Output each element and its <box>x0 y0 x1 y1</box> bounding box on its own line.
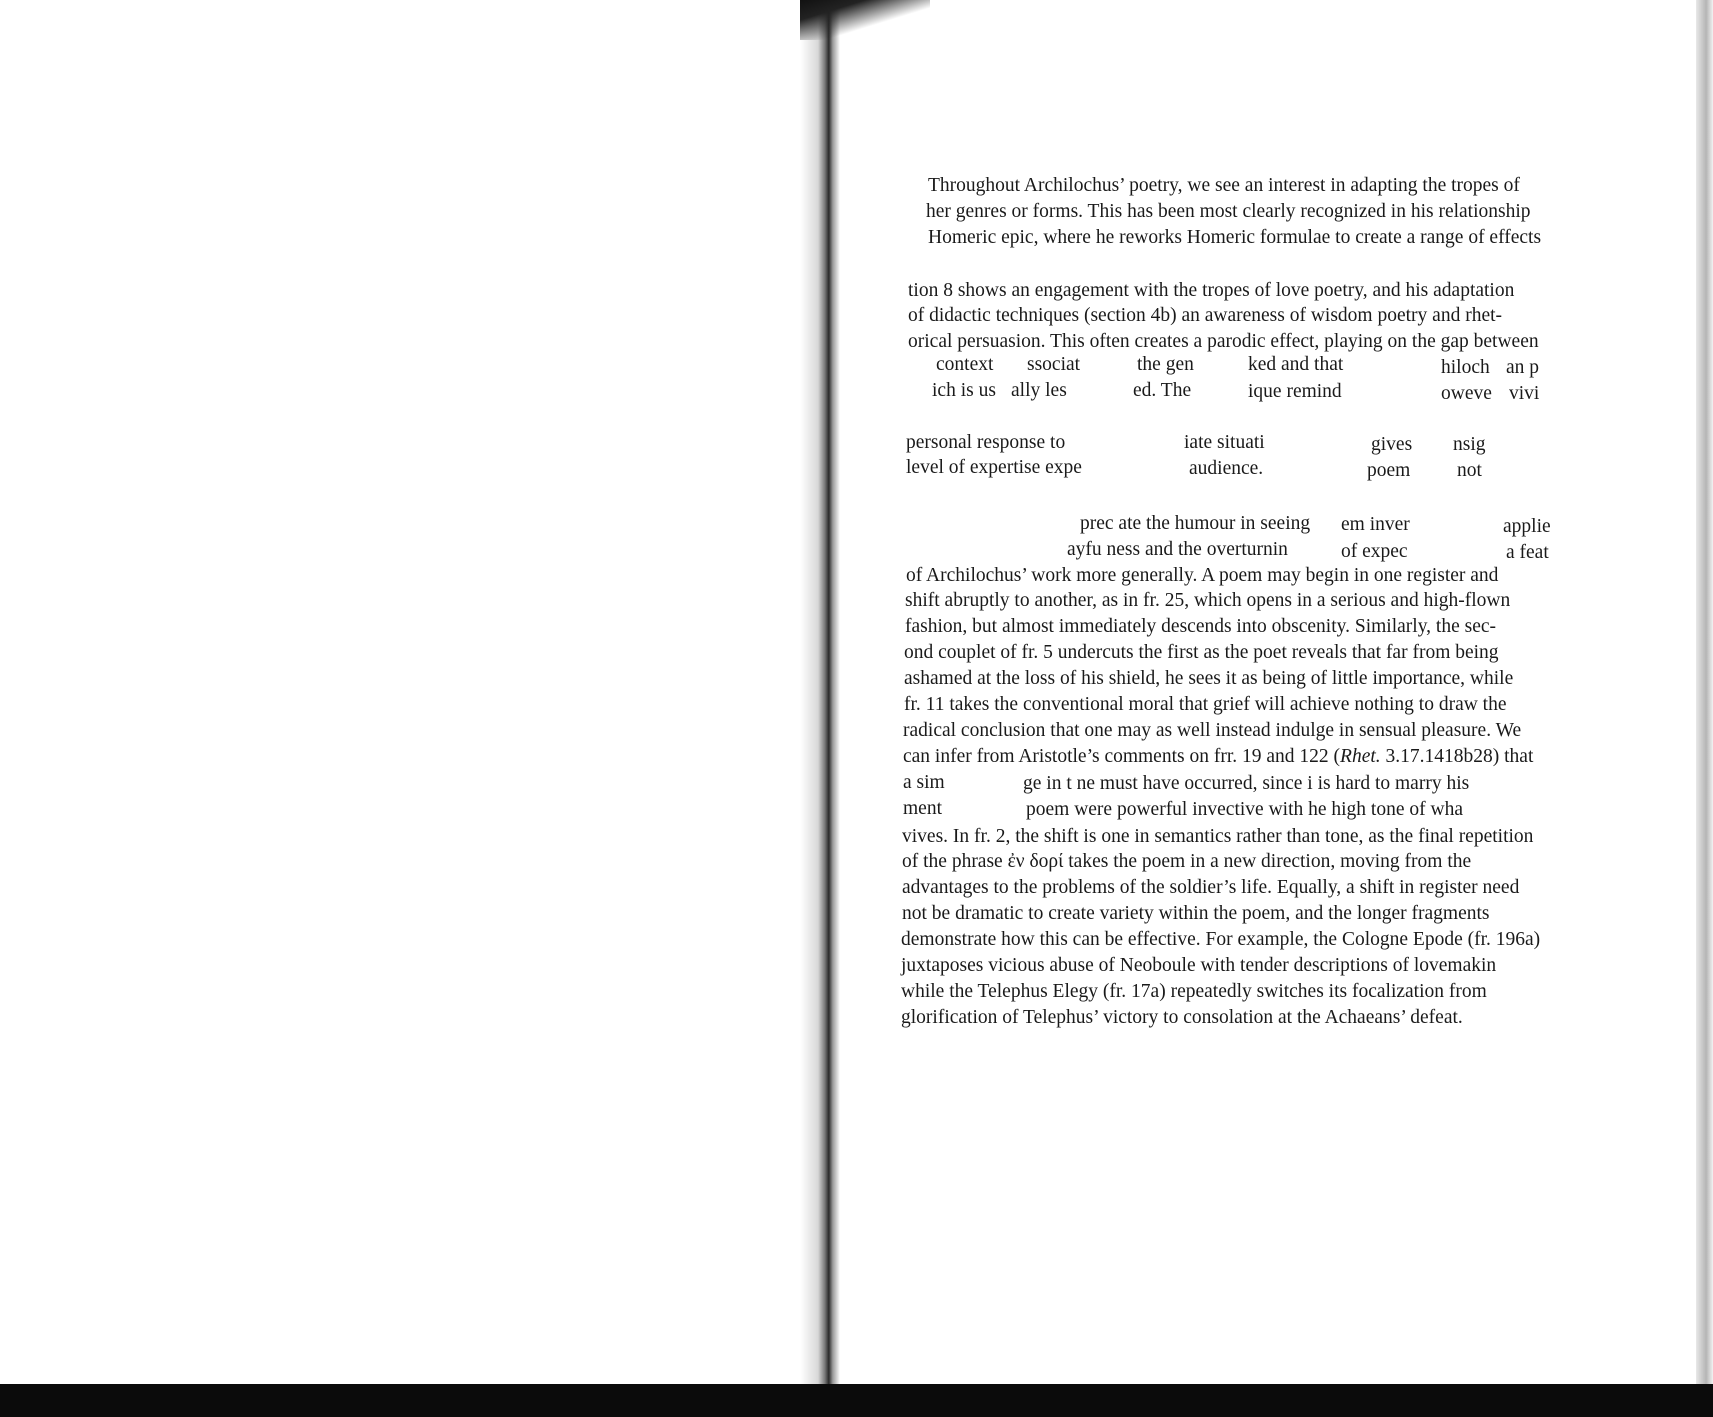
text-fragment: ique remind <box>1248 381 1342 402</box>
text-fragment: vivi <box>1509 383 1540 404</box>
text-line: of didactic techniques (section 4b) an awareness of wisdom poetry and rhet- <box>908 305 1503 326</box>
text-line: tion 8 shows an engagement with the tropes of love poetry, and his adaptation <box>908 280 1515 301</box>
gutter-top-shadow <box>800 0 930 40</box>
text-fragment: ed. The <box>1133 380 1192 401</box>
text-fragment: ally les <box>1011 380 1067 401</box>
citation-suffix: 3.17.1418b28) that <box>1380 746 1534 767</box>
text-fragment: poem <box>1367 460 1411 481</box>
text-line: of Archilochus’ work more generally. A poem may begin in one register and <box>906 565 1499 586</box>
text-fragment: ked and that <box>1248 354 1344 375</box>
text-line: radical conclusion that one may as well instead indulge in sensual pleasure. We <box>903 720 1522 741</box>
text-fragment: the gen <box>1137 354 1194 375</box>
text-line: not be dramatic to create variety within the poem, and the longer fragments <box>902 903 1490 924</box>
text-line: glorification of Telephus’ victory to consolation at the Achaeans’ defeat. <box>901 1007 1463 1028</box>
text-line: Throughout Archilochus’ poetry, we see an interest in adapting the tropes of <box>928 175 1520 196</box>
text-fragment: audience. <box>1189 458 1264 479</box>
citation-prefix: can infer from Aristotle’s comments on frr. 19 and 122 ( <box>903 746 1341 767</box>
text-line-with-citation <box>903 746 1533 768</box>
book-gutter <box>800 0 840 1388</box>
text-line: juxtaposes vicious abuse of Neoboule with tender descriptions of lovemakin <box>901 955 1497 976</box>
text-fragment: ment <box>903 798 942 819</box>
text-fragment: ayfu ness and the overturnin <box>1067 539 1288 560</box>
text-line: fashion, but almost immediately descends into obscenity. Similarly, the sec- <box>905 616 1497 637</box>
text-fragment: ssociat <box>1027 354 1081 375</box>
text-line: vives. In fr. 2, the shift is one in semantics rather than tone, as the final repetition <box>902 826 1534 847</box>
text-line: fr. 11 takes the conventional moral that grief will achieve nothing to draw the <box>904 694 1507 715</box>
text-fragment: gives <box>1371 434 1413 455</box>
text-fragment: oweve <box>1441 383 1492 404</box>
text-line: orical persuasion. This often creates a parodic effect, playing on the gap between <box>908 331 1539 352</box>
text-line: while the Telephus Elegy (fr. 17a) repeatedly switches its focalization from <box>901 981 1487 1002</box>
page-edge <box>1696 0 1713 1388</box>
text-fragment: nsig <box>1453 434 1486 455</box>
text-fragment: context <box>936 354 994 375</box>
text-fragment: an p <box>1506 357 1540 378</box>
text-fragment: poem were powerful invective with he high tone of wha <box>1026 799 1463 820</box>
text-line: advantages to the problems of the soldier’s life. Equally, a shift in register need <box>902 877 1520 898</box>
text-fragment: em inver <box>1341 514 1410 535</box>
text-fragment: a feat <box>1506 542 1549 563</box>
text-fragment: level of expertise expe <box>906 457 1082 478</box>
text-fragment: hiloch <box>1441 357 1490 378</box>
text-line: demonstrate how this can be effective. For example, the Cologne Epode (fr. 196a) <box>901 929 1541 950</box>
text-fragment: ich is us <box>932 380 996 401</box>
text-line: of the phrase ἐν δορί takes the poem in a new direction, moving from the <box>902 851 1472 872</box>
left-page-blank <box>0 0 822 1388</box>
text-line: Homeric epic, where he reworks Homeric formulae to create a range of effects <box>928 227 1542 248</box>
text-fragment: personal response to <box>906 432 1066 453</box>
text-fragment: ge in t ne must have occurred, since i is hard to marry his <box>1023 773 1470 794</box>
citation-title: Rhet. <box>1340 746 1381 767</box>
text-line: her genres or forms. This has been most clearly recognized in his relationship <box>926 201 1531 222</box>
text-line: ashamed at the loss of his shield, he sees it as being of little importance, while <box>904 668 1514 689</box>
text-fragment: not <box>1457 460 1482 481</box>
text-fragment: applie <box>1503 516 1551 537</box>
text-fragment: a sim <box>903 772 945 793</box>
text-line: ond couplet of fr. 5 undercuts the first as the poet reveals that far from being <box>904 642 1499 663</box>
text-fragment: prec ate the humour in seeing <box>1080 513 1311 534</box>
scan-bottom-band <box>0 1384 1713 1417</box>
text-line: shift abruptly to another, as in fr. 25, which opens in a serious and high-flown <box>905 590 1511 611</box>
text-fragment: of expec <box>1341 541 1408 562</box>
text-fragment: iate situati <box>1184 432 1265 453</box>
